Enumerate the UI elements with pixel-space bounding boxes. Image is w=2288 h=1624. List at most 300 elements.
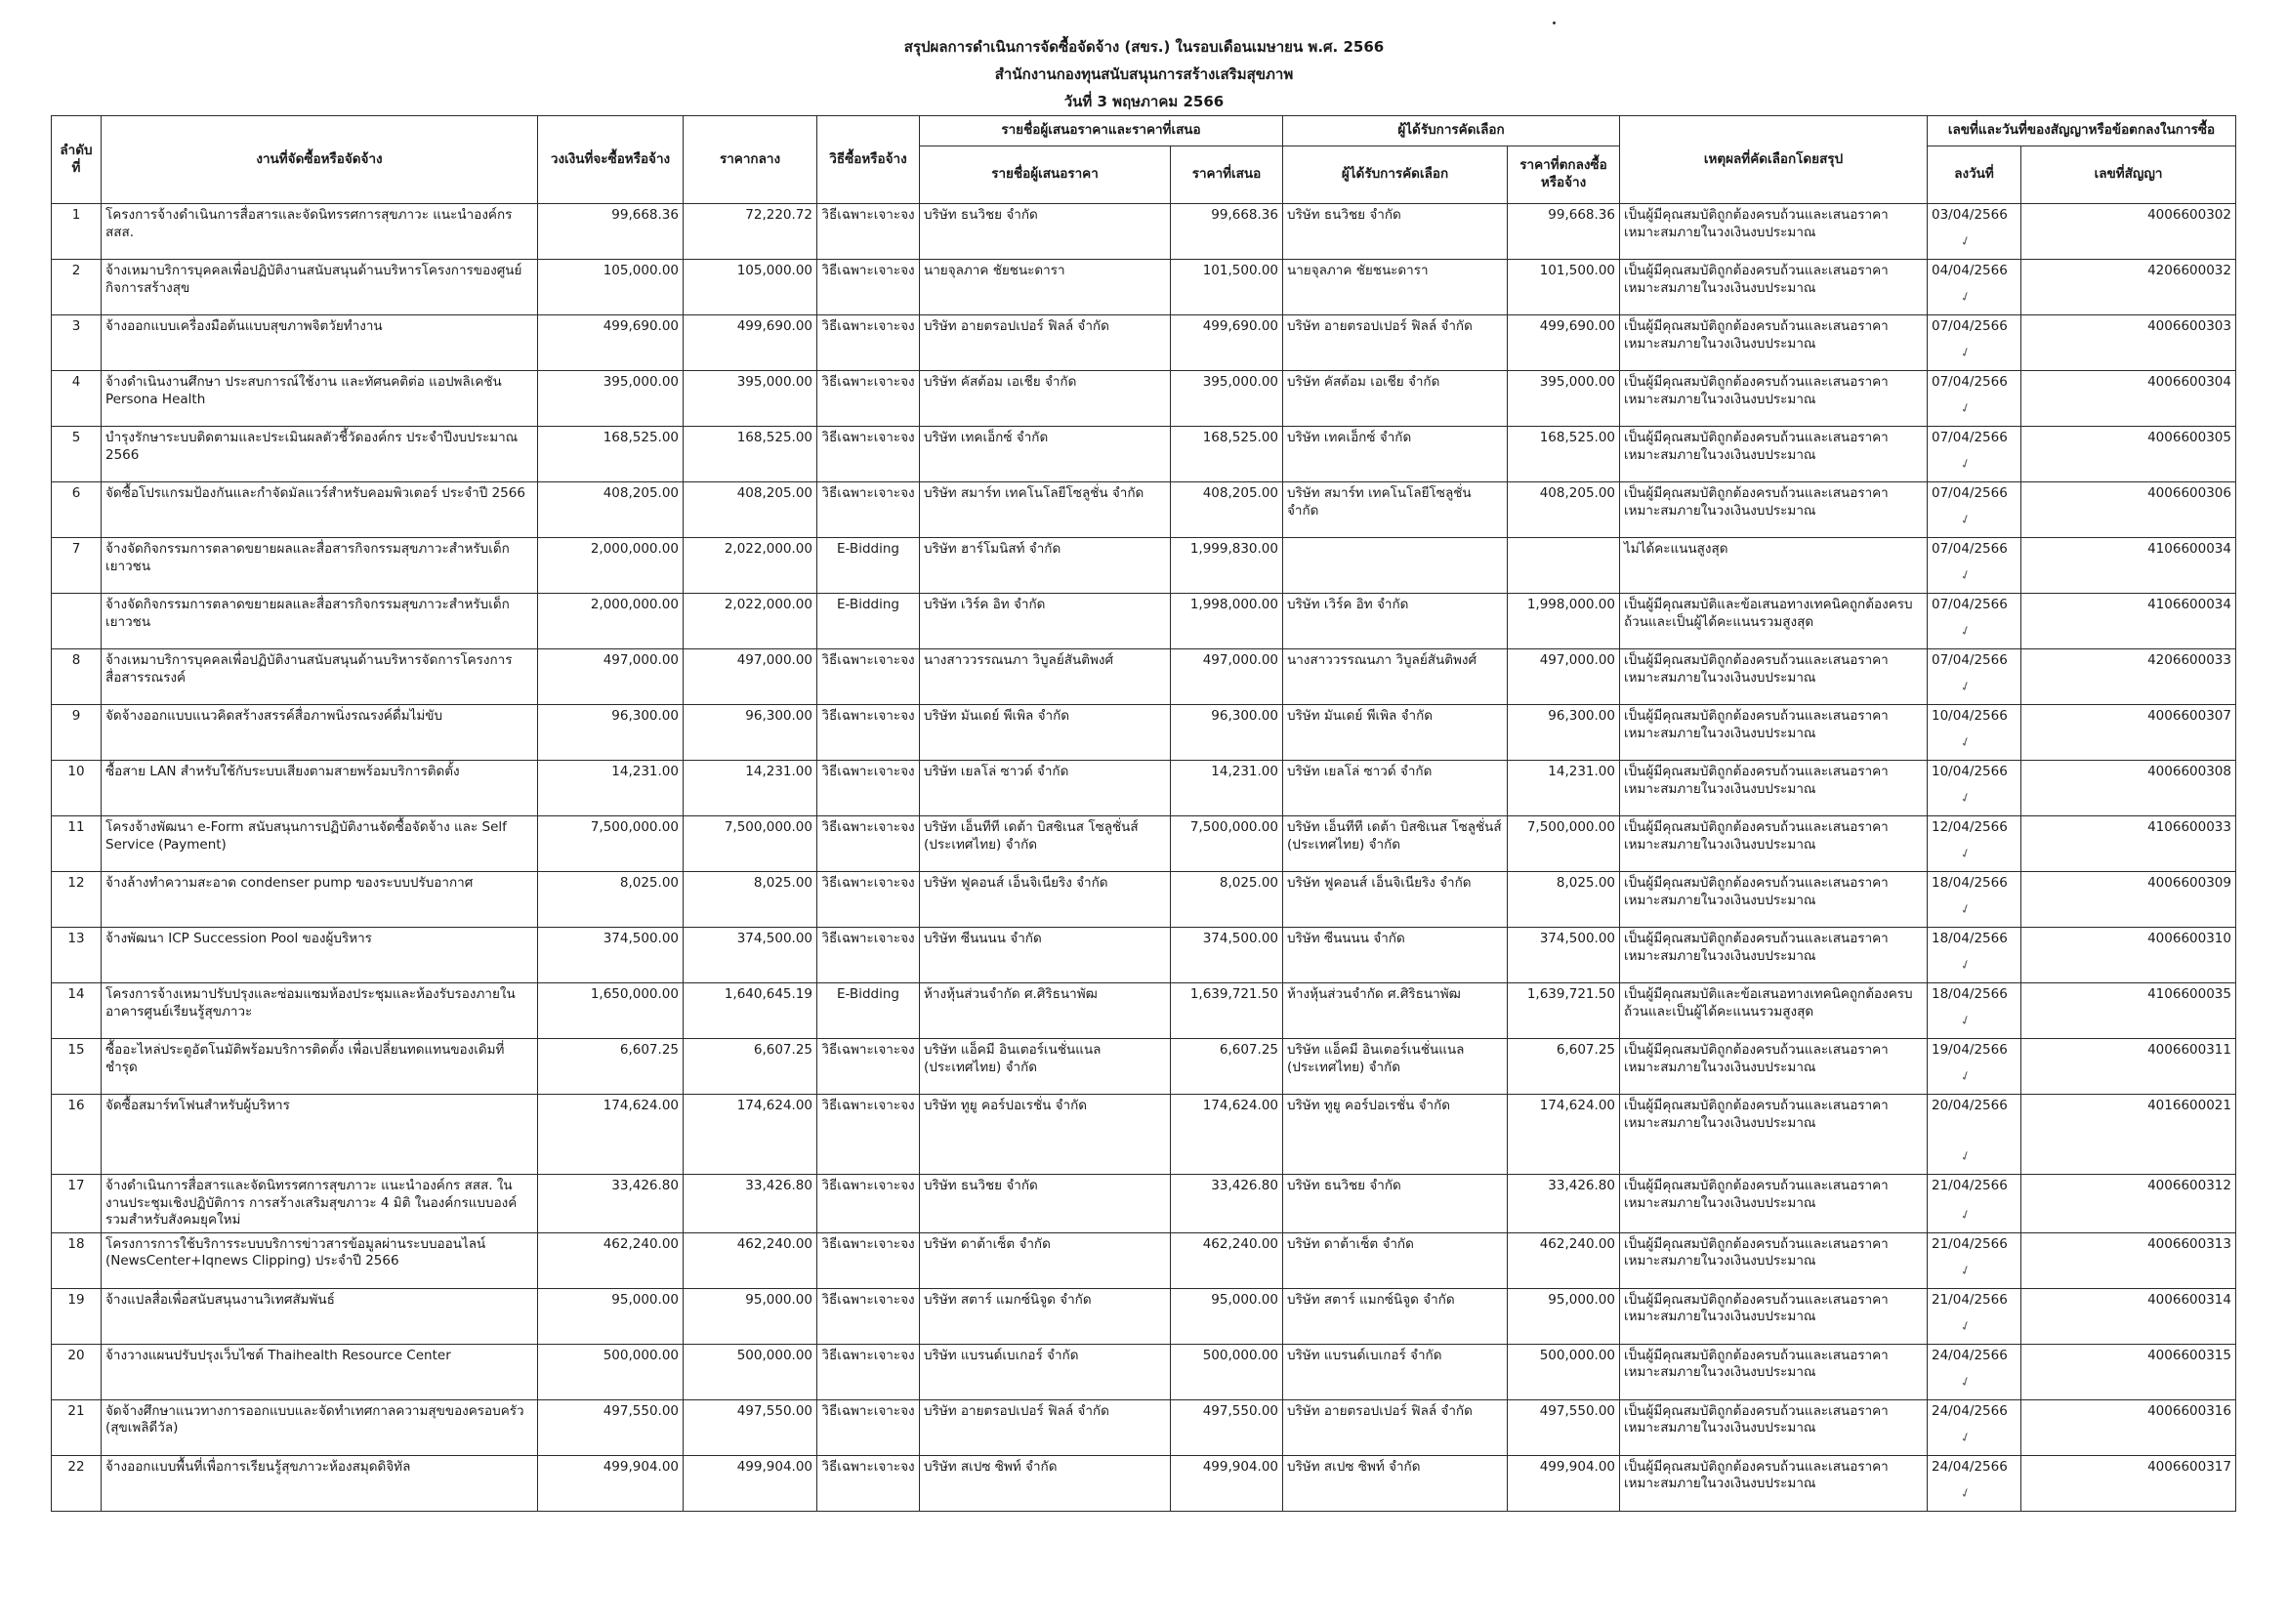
- bid-price-cell: 500,000.00: [1171, 1344, 1283, 1399]
- bidder-cell: บริษัท เทคเอ็กซ์ จำกัด: [920, 427, 1171, 482]
- table-row: [52, 1175, 2236, 1233]
- winner-cell: นางสาววรรณนภา วิบูลย์สันติพงศ์: [1283, 649, 1508, 705]
- contract-date-text: 24/04/2566: [1932, 1347, 2008, 1363]
- contract-date-text: 24/04/2566: [1932, 1402, 2008, 1419]
- row-number: 22: [52, 1455, 102, 1511]
- bid-price-cell: 462,240.00: [1171, 1232, 1283, 1288]
- method-cell: วิธีเฉพาะเจาะจง: [817, 1039, 920, 1095]
- col-group-bidders: รายชื่อผู้เสนอราคาและราคาที่เสนอ: [920, 116, 1283, 146]
- task-cell: จ้างเหมาบริการบุคคลเพื่อปฏิบัติงานสนับสนุนด้านบริหารจัดการโครงการสื่อสารรณรงค์: [102, 649, 538, 705]
- bid-price-cell: 7,500,000.00: [1171, 816, 1283, 872]
- median-price-cell: 2,022,000.00: [684, 538, 817, 594]
- median-price-cell: 7,500,000.00: [684, 816, 817, 872]
- row-number: 13: [52, 928, 102, 983]
- task-cell: จ้างจัดกิจกรรมการตลาดขยายผลและสื่อสารกิจกรรมสุขภาวะสำหรับเด็กเยาวชน: [102, 594, 538, 649]
- row-number: 3: [52, 315, 102, 371]
- col-header-task: งานที่จัดซื้อหรือจัดจ้าง: [102, 116, 538, 204]
- contract-date-text: 18/04/2566: [1932, 931, 2008, 946]
- budget-cell: 14,231.00: [538, 761, 684, 816]
- contract-number-cell: 4006600306: [2021, 482, 2236, 538]
- task-cell: ซื้ออะไหล่ประตูอัตโนมัติพร้อมบริการติดตั้ง เพื่อเปลี่ยนทดแทนของเดิมที่ชำรุด: [102, 1039, 538, 1095]
- bid-price-cell: 1,998,000.00: [1171, 594, 1283, 649]
- contract-date-cell: [1928, 204, 2021, 260]
- winner-cell: บริษัท เอ็นทีที เดต้า บิสซิเนส โซลูชั่นส์ (ประเทศไทย) จำกัด: [1283, 816, 1508, 872]
- bid-price-cell: 99,668.36: [1171, 204, 1283, 260]
- bidder-cell: นายจุลภาค ชัยชนะดารา: [920, 260, 1171, 315]
- contract-date-text: 21/04/2566: [1932, 1235, 2008, 1252]
- budget-cell: 500,000.00: [538, 1344, 684, 1399]
- contract-date-cell: [1928, 1399, 2021, 1455]
- col-header-bidder: รายชื่อผู้เสนอราคา: [920, 146, 1171, 204]
- task-cell: จ้างพัฒนา ICP Succession Pool ของผู้บริหาร: [102, 928, 538, 983]
- bidder-cell: บริษัท ธนวิชย จำกัด: [920, 204, 1171, 260]
- agreed-price-cell: 1,639,721.50: [1508, 983, 1620, 1039]
- row-number: 9: [52, 705, 102, 761]
- winner-cell: บริษัท ดาต้าเซ็ต จำกัด: [1283, 1232, 1508, 1288]
- contract-date-cell: [1928, 315, 2021, 371]
- contract-number-cell: 4006600309: [2021, 872, 2236, 928]
- check-mark-icon: ✓: [1958, 789, 1974, 808]
- contract-date-cell: [1928, 649, 2021, 705]
- row-number: [52, 594, 102, 649]
- contract-number-cell: 4006600304: [2021, 371, 2236, 427]
- reason-cell: เป็นผู้มีคุณสมบัติถูกต้องครบถ้วนและเสนอราคาเหมาะสมภายในวงเงินงบประมาณ: [1620, 260, 1928, 315]
- task-cell: ซื้อสาย LAN สำหรับใช้กับระบบเสียงตามสายพร้อมบริการติดตั้ง: [102, 761, 538, 816]
- median-price-cell: 499,690.00: [684, 315, 817, 371]
- contract-date-text: 18/04/2566: [1932, 875, 2008, 891]
- check-mark-icon: ✓: [1958, 399, 1974, 418]
- reason-cell: เป็นผู้มีคุณสมบัติถูกต้องครบถ้วนและเสนอราคาเหมาะสมภายในวงเงินงบประมาณ: [1620, 371, 1928, 427]
- bid-price-cell: 408,205.00: [1171, 482, 1283, 538]
- median-price-cell: 1,640,645.19: [684, 983, 817, 1039]
- table-row: [52, 538, 2236, 594]
- check-mark-icon: ✓: [1958, 1206, 1974, 1225]
- task-cell: จ้างล้างทำความสะอาด condenser pump ของระบบปรับอากาศ: [102, 872, 538, 928]
- median-price-cell: 2,022,000.00: [684, 594, 817, 649]
- median-price-cell: 168,525.00: [684, 427, 817, 482]
- task-cell: จ้างจัดกิจกรรมการตลาดขยายผลและสื่อสารกิจกรรมสุขภาวะสำหรับเด็กเยาวชน: [102, 538, 538, 594]
- contract-date-text: 21/04/2566: [1932, 1178, 2008, 1193]
- task-cell: โครงการจ้างเหมาปรับปรุงและซ่อมแซมห้องประชุมและห้องรับรองภายในอาคารศูนย์เรียนรู้สุขภาวะ: [102, 983, 538, 1039]
- bid-price-cell: 1,999,830.00: [1171, 538, 1283, 594]
- method-cell: วิธีเฉพาะเจาะจง: [817, 427, 920, 482]
- reason-cell: เป็นผู้มีคุณสมบัติถูกต้องครบถ้วนและเสนอราคาเหมาะสมภายในวงเงินงบประมาณ: [1620, 761, 1928, 816]
- contract-number-cell: 4206600033: [2021, 649, 2236, 705]
- contract-number-cell: 4006600317: [2021, 1455, 2236, 1511]
- row-number: 16: [52, 1095, 102, 1175]
- median-price-cell: 374,500.00: [684, 928, 817, 983]
- agreed-price-cell: 96,300.00: [1508, 705, 1620, 761]
- method-cell: E-Bidding: [817, 983, 920, 1039]
- agreed-price-cell: 499,690.00: [1508, 315, 1620, 371]
- contract-date-cell: [1928, 872, 2021, 928]
- budget-cell: 462,240.00: [538, 1232, 684, 1288]
- contract-number-cell: 4006600302: [2021, 204, 2236, 260]
- check-mark-icon: ✓: [1958, 678, 1974, 696]
- reason-cell: เป็นผู้มีคุณสมบัติถูกต้องครบถ้วนและเสนอราคาเหมาะสมภายในวงเงินงบประมาณ: [1620, 705, 1928, 761]
- agreed-price-cell: 497,550.00: [1508, 1399, 1620, 1455]
- agreed-price-cell: 95,000.00: [1508, 1288, 1620, 1344]
- task-cell: บำรุงรักษาระบบติดตามและประเมินผลตัวชี้วัดองค์กร ประจำปีงบประมาณ 2566: [102, 427, 538, 482]
- median-price-cell: 96,300.00: [684, 705, 817, 761]
- task-cell: โครงการจ้างดำเนินการสื่อสารและจัดนิทรรศการสุขภาวะ แนะนำองค์กร สสส.: [102, 204, 538, 260]
- budget-cell: 7,500,000.00: [538, 816, 684, 872]
- check-mark-icon: ✓: [1958, 1317, 1974, 1336]
- budget-cell: 6,607.25: [538, 1039, 684, 1095]
- bidder-cell: บริษัท แบรนด์เบเกอร์ จำกัด: [920, 1344, 1171, 1399]
- bidder-cell: บริษัท เวิร์ค อิท จำกัด: [920, 594, 1171, 649]
- table-row: [52, 260, 2236, 315]
- contract-date-cell: [1928, 1095, 2021, 1175]
- check-mark-icon: ✓: [1958, 232, 1974, 251]
- contract-date-text: 07/04/2566: [1932, 430, 2008, 445]
- winner-cell: บริษัท แอ็คมี อินเตอร์เนชั่นแนล (ประเทศไทย) จำกัด: [1283, 1039, 1508, 1095]
- contract-number-cell: 4106600034: [2021, 594, 2236, 649]
- contract-date-text: 07/04/2566: [1932, 652, 2008, 668]
- agreed-price-cell: 99,668.36: [1508, 204, 1620, 260]
- bid-price-cell: 499,904.00: [1171, 1455, 1283, 1511]
- reason-cell: เป็นผู้มีคุณสมบัติถูกต้องครบถ้วนและเสนอราคาเหมาะสมภายในวงเงินงบประมาณ: [1620, 204, 1928, 260]
- winner-cell: บริษัท ธนวิชย จำกัด: [1283, 1175, 1508, 1233]
- method-cell: วิธีเฉพาะเจาะจง: [817, 482, 920, 538]
- check-mark-icon: ✓: [1958, 1067, 1974, 1086]
- bidder-cell: บริษัท ธนวิชย จำกัด: [920, 1175, 1171, 1233]
- bidder-cell: บริษัท แอ็คมี อินเตอร์เนชั่นแนล (ประเทศไทย) จำกัด: [920, 1039, 1171, 1095]
- row-number: 8: [52, 649, 102, 705]
- contract-date-text: 21/04/2566: [1932, 1291, 2008, 1308]
- bidder-cell: บริษัท สมาร์ท เทคโนโลยีโซลูชั่น จำกัด: [920, 482, 1171, 538]
- report-date: วันที่ 3 พฤษภาคม 2566: [1063, 93, 1225, 110]
- check-mark-icon: ✓: [1958, 956, 1974, 975]
- reason-cell: เป็นผู้มีคุณสมบัติถูกต้องครบถ้วนและเสนอราคาเหมาะสมภายในวงเงินงบประมาณ: [1620, 315, 1928, 371]
- bidder-cell: บริษัท อายตรอปเปอร์ ฟิลล์ จำกัด: [920, 1399, 1171, 1455]
- row-number: 20: [52, 1344, 102, 1399]
- reason-cell: เป็นผู้มีคุณสมบัติถูกต้องครบถ้วนและเสนอราคาเหมาะสมภายในวงเงินงบประมาณ: [1620, 1455, 1928, 1511]
- col-header-budget: วงเงินที่จะซื้อหรือจ้าง: [538, 116, 684, 204]
- bid-price-cell: 95,000.00: [1171, 1288, 1283, 1344]
- check-mark-icon: ✓: [1958, 511, 1974, 529]
- task-cell: จ้างแปลสื่อเพื่อสนับสนุนงานวิเทศสัมพันธ์: [102, 1288, 538, 1344]
- table-row: [52, 594, 2236, 649]
- method-cell: วิธีเฉพาะเจาะจง: [817, 204, 920, 260]
- winner-cell: บริษัท เวิร์ค อิท จำกัด: [1283, 594, 1508, 649]
- agreed-price-cell: 395,000.00: [1508, 371, 1620, 427]
- table-row: [52, 1232, 2236, 1288]
- budget-cell: 8,025.00: [538, 872, 684, 928]
- contract-number-cell: 4006600314: [2021, 1288, 2236, 1344]
- report-title: สรุปผลการดำเนินการจัดซื้อจัดจ้าง (สขร.) ในรอบเดือนเมษายน พ.ศ. 2566: [903, 38, 1385, 56]
- budget-cell: 499,904.00: [538, 1455, 684, 1511]
- bid-price-cell: 168,525.00: [1171, 427, 1283, 482]
- median-price-cell: 499,904.00: [684, 1455, 817, 1511]
- method-cell: วิธีเฉพาะเจาะจง: [817, 1399, 920, 1455]
- contract-number-cell: 4106600034: [2021, 538, 2236, 594]
- reason-cell: เป็นผู้มีคุณสมบัติถูกต้องครบถ้วนและเสนอราคาเหมาะสมภายในวงเงินงบประมาณ: [1620, 816, 1928, 872]
- winner-cell: บริษัท สเปซ ซิพท์ จำกัด: [1283, 1455, 1508, 1511]
- bid-price-cell: 33,426.80: [1171, 1175, 1283, 1233]
- contract-date-cell: [1928, 1175, 2021, 1233]
- bidder-cell: บริษัท มันเดย์ พีเพิล จำกัด: [920, 705, 1171, 761]
- bid-price-cell: 8,025.00: [1171, 872, 1283, 928]
- budget-cell: 408,205.00: [538, 482, 684, 538]
- reason-cell: เป็นผู้มีคุณสมบัติถูกต้องครบถ้วนและเสนอราคาเหมาะสมภายในวงเงินงบประมาณ: [1620, 482, 1928, 538]
- budget-cell: 395,000.00: [538, 371, 684, 427]
- method-cell: วิธีเฉพาะเจาะจง: [817, 1095, 920, 1175]
- median-price-cell: 8,025.00: [684, 872, 817, 928]
- median-price-cell: 395,000.00: [684, 371, 817, 427]
- reason-cell: เป็นผู้มีคุณสมบัติถูกต้องครบถ้วนและเสนอราคาเหมาะสมภายในวงเงินงบประมาณ: [1620, 1344, 1928, 1399]
- winner-cell: บริษัท คัสต้อม เอเชีย จำกัด: [1283, 371, 1508, 427]
- winner-cell: นายจุลภาค ชัยชนะดารา: [1283, 260, 1508, 315]
- check-mark-icon: ✓: [1958, 845, 1974, 863]
- bid-price-cell: 497,550.00: [1171, 1399, 1283, 1455]
- method-cell: วิธีเฉพาะเจาะจง: [817, 1344, 920, 1399]
- check-mark-icon: ✓: [1958, 622, 1974, 641]
- agreed-price-cell: 7,500,000.00: [1508, 816, 1620, 872]
- contract-date-text: 18/04/2566: [1932, 986, 2008, 1002]
- budget-cell: 374,500.00: [538, 928, 684, 983]
- bidder-cell: ห้างหุ้นส่วนจำกัด ศ.ศิริธนาพัฒ: [920, 983, 1171, 1039]
- table-row: [52, 315, 2236, 371]
- agreed-price-cell: 8,025.00: [1508, 872, 1620, 928]
- col-header-reason: เหตุผลที่คัดเลือกโดยสรุป: [1620, 116, 1928, 204]
- budget-cell: 2,000,000.00: [538, 538, 684, 594]
- bidder-cell: บริษัท คัสต้อม เอเชีย จำกัด: [920, 371, 1171, 427]
- bidder-cell: บริษัท เอ็นทีที เดต้า บิสซิเนส โซลูชั่นส์ (ประเทศไทย) จำกัด: [920, 816, 1171, 872]
- agreed-price-cell: 14,231.00: [1508, 761, 1620, 816]
- median-price-cell: 462,240.00: [684, 1232, 817, 1288]
- organization-name: สำนักงานกองทุนสนับสนุนการสร้างเสริมสุขภาพ: [994, 65, 1294, 83]
- contract-date-text: 19/04/2566: [1932, 1042, 2008, 1058]
- row-number: 15: [52, 1039, 102, 1095]
- row-number: 19: [52, 1288, 102, 1344]
- table-row: [52, 1288, 2236, 1344]
- bid-price-cell: 96,300.00: [1171, 705, 1283, 761]
- contract-date-cell: [1928, 427, 2021, 482]
- col-header-contract-date: ลงวันที่: [1928, 146, 2021, 204]
- contract-date-text: 07/04/2566: [1932, 485, 2008, 501]
- contract-number-cell: 4106600033: [2021, 816, 2236, 872]
- contract-date-text: 07/04/2566: [1932, 597, 2008, 612]
- median-price-cell: 72,220.72: [684, 204, 817, 260]
- agreed-price-cell: 408,205.00: [1508, 482, 1620, 538]
- row-number: 14: [52, 983, 102, 1039]
- winner-cell: บริษัท ซีนนนน จำกัด: [1283, 928, 1508, 983]
- bid-price-cell: 6,607.25: [1171, 1039, 1283, 1095]
- contract-date-text: 04/04/2566: [1932, 263, 2008, 278]
- table-row: [52, 204, 2236, 260]
- contract-number-cell: 4006600311: [2021, 1039, 2236, 1095]
- reason-cell: เป็นผู้มีคุณสมบัติถูกต้องครบถ้วนและเสนอราคาเหมาะสมภายในวงเงินงบประมาณ: [1620, 872, 1928, 928]
- table-row: [52, 1399, 2236, 1455]
- median-price-cell: 33,426.80: [684, 1175, 817, 1233]
- col-header-agreed-price: ราคาที่ตกลงซื้อหรือจ้าง: [1508, 146, 1620, 204]
- contract-date-text: 24/04/2566: [1932, 1458, 2008, 1475]
- task-cell: จัดซื้อโปรแกรมป้องกันและกำจัดมัลแวร์สำหรับคอมพิวเตอร์ ประจำปี 2566: [102, 482, 538, 538]
- contract-number-cell: 4006600313: [2021, 1232, 2236, 1288]
- bidder-cell: บริษัท ฟูคอนส์ เอ็นจิเนียริง จำกัด: [920, 872, 1171, 928]
- median-price-cell: 174,624.00: [684, 1095, 817, 1175]
- col-group-selected: ผู้ได้รับการคัดเลือก: [1283, 116, 1620, 146]
- check-mark-icon: ✓: [1958, 733, 1974, 752]
- winner-cell: บริษัท เทคเอ็กซ์ จำกัด: [1283, 427, 1508, 482]
- bid-price-cell: 374,500.00: [1171, 928, 1283, 983]
- reason-cell: เป็นผู้มีคุณสมบัติถูกต้องครบถ้วนและเสนอราคาเหมาะสมภายในวงเงินงบประมาณ: [1620, 1039, 1928, 1095]
- winner-cell: บริษัท เยลโล่ ซาวด์ จำกัด: [1283, 761, 1508, 816]
- contract-date-cell: [1928, 1455, 2021, 1511]
- method-cell: วิธีเฉพาะเจาะจง: [817, 928, 920, 983]
- budget-cell: 499,690.00: [538, 315, 684, 371]
- method-cell: วิธีเฉพาะเจาะจง: [817, 816, 920, 872]
- table-row: [52, 816, 2236, 872]
- agreed-price-cell: 497,000.00: [1508, 649, 1620, 705]
- bidder-cell: บริษัท สเปซ ซิพท์ จำกัด: [920, 1455, 1171, 1511]
- contract-date-text: 20/04/2566: [1932, 1098, 2008, 1113]
- agreed-price-cell: 174,624.00: [1508, 1095, 1620, 1175]
- budget-cell: 497,550.00: [538, 1399, 684, 1455]
- method-cell: วิธีเฉพาะเจาะจง: [817, 1288, 920, 1344]
- contract-number-cell: 4106600035: [2021, 983, 2236, 1039]
- col-header-winner: ผู้ได้รับการคัดเลือก: [1283, 146, 1508, 204]
- winner-cell: บริษัท อายตรอปเปอร์ ฟิลล์ จำกัด: [1283, 1399, 1508, 1455]
- budget-cell: 2,000,000.00: [538, 594, 684, 649]
- reason-cell: เป็นผู้มีคุณสมบัติถูกต้องครบถ้วนและเสนอราคาเหมาะสมภายในวงเงินงบประมาณ: [1620, 649, 1928, 705]
- bid-price-cell: 1,639,721.50: [1171, 983, 1283, 1039]
- check-mark-icon: ✓: [1958, 1484, 1974, 1503]
- bidder-cell: บริษัท ซีนนนน จำกัด: [920, 928, 1171, 983]
- contract-date-text: 07/04/2566: [1932, 541, 2008, 557]
- task-cell: โครงการการใช้บริการระบบบริการข่าวสารข้อมูลผ่านระบบออนไลน์ (NewsCenter+Iqnews Clipping) ประจำปี 2566: [102, 1232, 538, 1288]
- table-row: [52, 1095, 2236, 1175]
- contract-date-cell: [1928, 594, 2021, 649]
- median-price-cell: 95,000.00: [684, 1288, 817, 1344]
- contract-number-cell: 4206600032: [2021, 260, 2236, 315]
- task-cell: จัดจ้างออกแบบแนวคิดสร้างสรรค์สื่อภาพนิ่งรณรงค์ดื่มไม่ขับ: [102, 705, 538, 761]
- agreed-price-cell: 101,500.00: [1508, 260, 1620, 315]
- budget-cell: 105,000.00: [538, 260, 684, 315]
- contract-number-cell: 4006600307: [2021, 705, 2236, 761]
- table-row: [52, 649, 2236, 705]
- check-mark-icon: ✓: [1958, 1262, 1974, 1280]
- median-price-cell: 408,205.00: [684, 482, 817, 538]
- contract-number-cell: 4006600305: [2021, 427, 2236, 482]
- budget-cell: 497,000.00: [538, 649, 684, 705]
- reason-cell: เป็นผู้มีคุณสมบัติถูกต้องครบถ้วนและเสนอราคาเหมาะสมภายในวงเงินงบประมาณ: [1620, 1095, 1928, 1175]
- winner-cell: บริษัท สตาร์ แมกซ์นิจูด จำกัด: [1283, 1288, 1508, 1344]
- bidder-cell: นางสาววรรณนภา วิบูลย์สันติพงศ์: [920, 649, 1171, 705]
- contract-number-cell: 4006600312: [2021, 1175, 2236, 1233]
- winner-cell: บริษัท ธนวิชย จำกัด: [1283, 204, 1508, 260]
- contract-date-cell: [1928, 371, 2021, 427]
- agreed-price-cell: [1508, 538, 1620, 594]
- agreed-price-cell: 168,525.00: [1508, 427, 1620, 482]
- winner-cell: บริษัท ทูยู คอร์ปอเรชั่น จำกัด: [1283, 1095, 1508, 1175]
- check-mark-icon: ✓: [1958, 288, 1974, 307]
- row-number: 4: [52, 371, 102, 427]
- check-mark-icon: ✓: [1958, 1373, 1974, 1392]
- contract-date-text: 07/04/2566: [1932, 374, 2008, 390]
- median-price-cell: 497,000.00: [684, 649, 817, 705]
- bidder-cell: บริษัท สตาร์ แมกซ์นิจูด จำกัด: [920, 1288, 1171, 1344]
- task-cell: จ้างดำเนินงานศึกษา ประสบการณ์ใช้งาน และทัศนคติต่อ แอปพลิเคชัน Persona Health: [102, 371, 538, 427]
- col-header-contract-no: เลขที่สัญญา: [2021, 146, 2236, 204]
- contract-date-text: 10/04/2566: [1932, 708, 2008, 724]
- table-row: [52, 427, 2236, 482]
- bid-price-cell: 14,231.00: [1171, 761, 1283, 816]
- task-cell: จ้างเหมาบริการบุคคลเพื่อปฏิบัติงานสนับสนุนด้านบริหารโครงการของศูนย์กิจการสร้างสุข: [102, 260, 538, 315]
- method-cell: วิธีเฉพาะเจาะจง: [817, 761, 920, 816]
- check-mark-icon: ✓: [1958, 455, 1974, 474]
- reason-cell: เป็นผู้มีคุณสมบัติถูกต้องครบถ้วนและเสนอราคาเหมาะสมภายในวงเงินงบประมาณ: [1620, 928, 1928, 983]
- winner-cell: บริษัท แบรนด์เบเกอร์ จำกัด: [1283, 1344, 1508, 1399]
- winner-cell: บริษัท มันเดย์ พีเพิล จำกัด: [1283, 705, 1508, 761]
- contract-number-cell: 4006600308: [2021, 761, 2236, 816]
- contract-number-cell: 4006600315: [2021, 1344, 2236, 1399]
- budget-cell: 168,525.00: [538, 427, 684, 482]
- table-row: [52, 761, 2236, 816]
- method-cell: วิธีเฉพาะเจาะจง: [817, 1232, 920, 1288]
- reason-cell: เป็นผู้มีคุณสมบัติและข้อเสนอทางเทคนิคถูกต้องครบถ้วนและเป็นผู้ได้คะแนนรวมสูงสุด: [1620, 983, 1928, 1039]
- winner-cell: ห้างหุ้นส่วนจำกัด ศ.ศิริธนาพัฒ: [1283, 983, 1508, 1039]
- reason-cell: เป็นผู้มีคุณสมบัติถูกต้องครบถ้วนและเสนอราคาเหมาะสมภายในวงเงินงบประมาณ: [1620, 427, 1928, 482]
- check-mark-icon: ✓: [1958, 1429, 1974, 1447]
- method-cell: วิธีเฉพาะเจาะจง: [817, 260, 920, 315]
- row-number: 7: [52, 538, 102, 594]
- budget-cell: 174,624.00: [538, 1095, 684, 1175]
- budget-cell: 33,426.80: [538, 1175, 684, 1233]
- method-cell: วิธีเฉพาะเจาะจง: [817, 371, 920, 427]
- contract-date-cell: [1928, 1288, 2021, 1344]
- contract-number-cell: 4016600021: [2021, 1095, 2236, 1175]
- median-price-cell: 105,000.00: [684, 260, 817, 315]
- col-header-method: วิธีซื้อหรือจ้าง: [817, 116, 920, 204]
- row-number: 17: [52, 1175, 102, 1233]
- agreed-price-cell: 6,607.25: [1508, 1039, 1620, 1095]
- table-row: [52, 928, 2236, 983]
- contract-number-cell: 4006600303: [2021, 315, 2236, 371]
- task-cell: จัดซื้อสมาร์ทโฟนสำหรับผู้บริหาร: [102, 1095, 538, 1175]
- table-row: [52, 371, 2236, 427]
- contract-date-cell: [1928, 1039, 2021, 1095]
- contract-date-cell: [1928, 482, 2021, 538]
- reason-cell: เป็นผู้มีคุณสมบัติถูกต้องครบถ้วนและเสนอราคาเหมาะสมภายในวงเงินงบประมาณ: [1620, 1232, 1928, 1288]
- contract-date-cell: [1928, 1344, 2021, 1399]
- budget-cell: 96,300.00: [538, 705, 684, 761]
- procurement-table: [51, 115, 2236, 1512]
- method-cell: E-Bidding: [817, 538, 920, 594]
- row-number: 12: [52, 872, 102, 928]
- bidder-cell: บริษัท เยลโล่ ซาวด์ จำกัด: [920, 761, 1171, 816]
- contract-date-cell: [1928, 538, 2021, 594]
- task-cell: จ้างดำเนินการสื่อสารและจัดนิทรรศการสุขภาวะ แนะนำองค์กร สสส. ในงานประชุมเชิงปฏิบัติการ การสร้างเสริมสุขภาวะ 4 มิติ ในองค์กรแบบองค์รวมสำหรับสังคมยุคใหม่: [102, 1175, 538, 1233]
- task-cell: จัดจ้างศึกษาแนวทางการออกแบบและจัดทำเทศกาลความสุขของครอบครัว (สุขเพลิดีวัล): [102, 1399, 538, 1455]
- reason-cell: เป็นผู้มีคุณสมบัติถูกต้องครบถ้วนและเสนอราคาเหมาะสมภายในวงเงินงบประมาณ: [1620, 1288, 1928, 1344]
- row-number: 18: [52, 1232, 102, 1288]
- contract-date-cell: [1928, 260, 2021, 315]
- median-price-cell: 500,000.00: [684, 1344, 817, 1399]
- agreed-price-cell: 1,998,000.00: [1508, 594, 1620, 649]
- bid-price-cell: 497,000.00: [1171, 649, 1283, 705]
- table-row: [52, 1344, 2236, 1399]
- task-cell: โครงจ้างพัฒนา e-Form สนับสนุนการปฏิบัติงานจัดซื้อจัดจ้าง และ Self Service (Payment): [102, 816, 538, 872]
- contract-date-text: 07/04/2566: [1932, 318, 2008, 334]
- reason-cell: เป็นผู้มีคุณสมบัติและข้อเสนอทางเทคนิคถูกต้องครบถ้วนและเป็นผู้ได้คะแนนรวมสูงสุด: [1620, 594, 1928, 649]
- reason-cell: เป็นผู้มีคุณสมบัติถูกต้องครบถ้วนและเสนอราคาเหมาะสมภายในวงเงินงบประมาณ: [1620, 1175, 1928, 1233]
- method-cell: วิธีเฉพาะเจาะจง: [817, 872, 920, 928]
- col-group-contract: เลขที่และวันที่ของสัญญาหรือข้อตกลงในการซื้อ: [1928, 116, 2236, 146]
- contract-date-text: 12/04/2566: [1932, 819, 2008, 835]
- method-cell: วิธีเฉพาะเจาะจง: [817, 705, 920, 761]
